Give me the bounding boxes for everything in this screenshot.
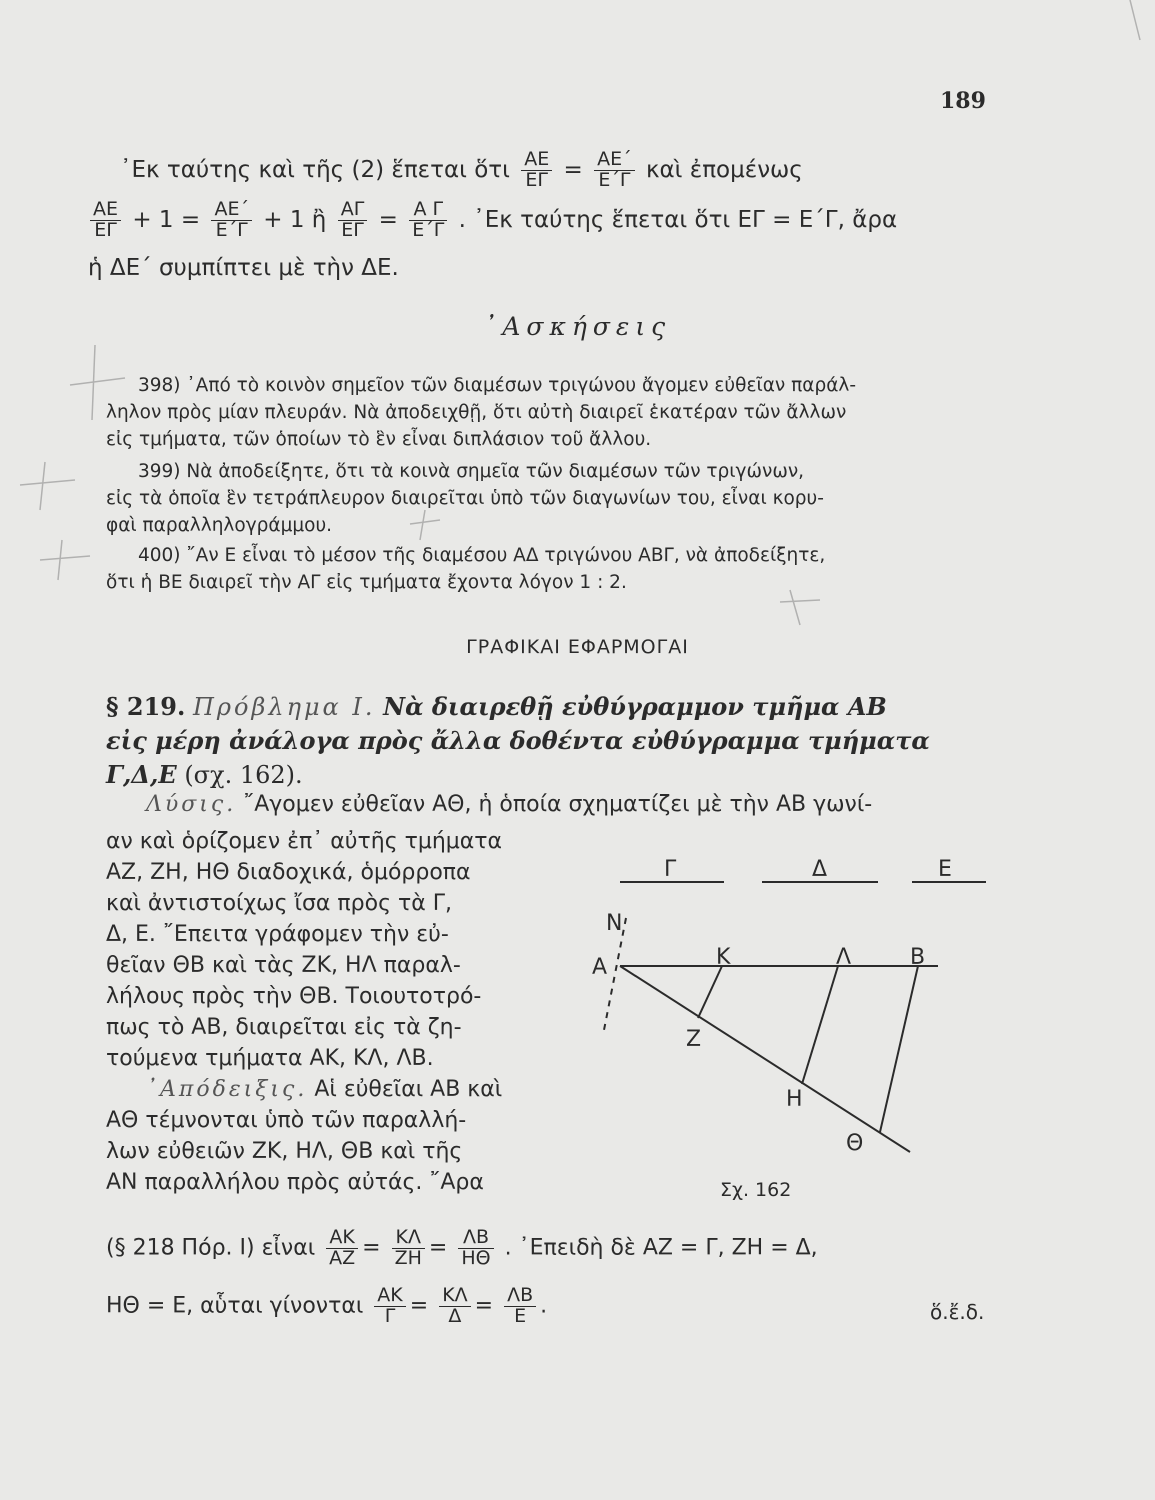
label-K: Κ <box>716 945 731 970</box>
ratio-line-2: ΗΘ = Ε, αὗται γίνονται $\frac{AK}{\Gamma}$ = $\frac{K\Lambda}{\Delta}$ = $\frac{\Lambda B}{E}$ . <box>106 1284 548 1327</box>
label-N: N <box>606 911 623 936</box>
intro-line-1: ᾿Εκ ταύτης καὶ τῆς (2) ἕπεται ὅτι $\frac{AE}{E\Gamma}$ = $\frac{AE΄}{E΄\Gamma}$ καὶ ἐπομένως <box>120 148 803 191</box>
ratio-line-1: (§ 218 Πόρ. Ι) εἶναι $\frac{AK}{AZ}$ = $\frac{K\Lambda}{ZH}$ = $\frac{\Lambda B}{H\Theta}$ . ᾿Επειδὴ δὲ ΑΖ = Γ, ΖΗ = Δ, <box>106 1226 818 1269</box>
exercise-398: 398) ᾿Από τὸ κοινὸν σημεῖον τῶν διαμέσων τριγώνου ἄγομεν εὐθεῖαν παράλ- ληλον πρὸς μίαν πλευράν. Νὰ ἀποδειχθῇ, ὅτι αὐτὴ διαιρεῖ ἑκατέραν τῶν ἄλλων εἰς τμήματα, τῶν ὁποίων τὸ ἓν εἶναι διπλάσιον τοῦ ἄλλου. <box>106 375 857 450</box>
proof-first-line: ᾿Απόδειξις. Αἱ εὐθεῖαι ΑΒ καὶ <box>146 1077 503 1102</box>
label-delta: Δ <box>812 857 828 882</box>
fraction: $\frac{\Lambda B}{H\Theta}$ <box>458 1228 493 1269</box>
solution-column: αν καὶ ὁρίζομεν ἐπ᾿ αὐτῆς τμήματα ΑΖ, ΖΗ, ΗΘ διαδοχικά, ὁμόρροπα καὶ ἀντιστοίχως ἴσα πρὸς τὰ Γ, Δ, Ε. ῎Επειτα γράφομεν τὴν εὐ- θεῖαν ΘΒ καὶ τὰς ΖΚ, ΗΛ παραλ- λήλους πρὸς τὴν ΘΒ. Τοιουτοτρό- πως τὸ ΑΒ, διαιρεῖται εἰς τὰ ζη- τούμενα τμήματα ΑΚ, ΚΛ, ΛΒ. ᾿Απόδειξις. Αἱ εὐθεῖαι ΑΒ καὶ ΑΘ τέμνονται ὑπὸ τῶν παραλλή- λων εὐθειῶν ΖΚ, ΗΛ, ΘΒ καὶ τῆς ΑΝ παραλλήλου πρὸς αὐτάς. ῎Αρα <box>106 826 561 1198</box>
label-Z: Ζ <box>686 1027 702 1052</box>
fraction: $\frac{AK}{AZ}$ <box>326 1228 358 1269</box>
label-epsilon: Ε <box>938 857 952 882</box>
label-theta: Θ <box>846 1131 864 1156</box>
label-H: Η <box>786 1087 803 1112</box>
section-title: ΓΡΑΦΙΚΑΙ ΕΦΑΡΜΟΓΑΙ <box>466 636 689 658</box>
fraction: $\frac{AE}{E\Gamma}$ <box>521 150 552 191</box>
fraction: $\frac{\text{Α Γ}}{E΄\Gamma}$ <box>409 200 447 241</box>
label-L: Λ <box>836 945 852 970</box>
exercises-heading: ᾿Ασκήσεις <box>483 312 672 341</box>
qed: ὅ.ἔ.δ. <box>930 1300 985 1324</box>
intro-line-2: $\frac{AE}{E\Gamma}$ + 1 = $\frac{AE΄}{E΄\Gamma}$ + 1 ἢ $\frac{A\Gamma}{E\Gamma}$ = $\frac{\text{Α Γ}}{E΄\Gamma}$ . ᾿Εκ ταύτης ἕπεται ὅτι ΕΓ = Ε΄Γ, ἄρα <box>86 200 897 241</box>
fraction: $\frac{K\Lambda}{ZH}$ <box>392 1228 425 1269</box>
figure-caption: Σχ. 162 <box>720 1179 792 1201</box>
intro-line-3: ἡ ΔΕ΄ συμπίπτει μὲ τὴν ΔΕ. <box>88 255 399 281</box>
fraction: $\frac{K\Lambda}{\Delta}$ <box>439 1286 470 1327</box>
solution-first-line: Λύσις. ῎Αγομεν εὐθεῖαν ΑΘ, ἡ ὁποία σχηματίζει μὲ τὴν ΑΒ γωνί- <box>146 792 873 817</box>
fraction: $\frac{AE΄}{E΄\Gamma}$ <box>594 150 635 191</box>
label-A: Α <box>592 955 608 980</box>
label-gamma: Γ <box>664 857 677 882</box>
fraction: $\frac{AE}{E\Gamma}$ <box>90 200 121 241</box>
page-number: 189 <box>940 88 986 114</box>
exercise-399: 399) Νὰ ἀποδείξητε, ὅτι τὰ κοινὰ σημεῖα τῶν διαμέσων τῶν τριγώνων, εἰς τὰ ὁποῖα ἓν τετράπλευρον διαιρεῖται ὑπὸ τῶν διαγωνίων του, εἶναι κορυ- φαὶ παραλληλογράμμου. <box>106 461 824 536</box>
fraction: $\frac{A\Gamma}{E\Gamma}$ <box>338 200 368 241</box>
problem-statement: § 219. Πρόβλημα Ι. Νὰ διαιρεθῇ εὐθύγραμμον τμῆμα ΑΒ εἰς μέρη ἀνάλογα πρὸς ἄλλα δοθέντα εὐθύγραμμα τμήματα Γ,Δ,Ε (σχ. 162). <box>106 692 930 789</box>
exercise-400: 400) ῎Αν Ε εἶναι τὸ μέσον τῆς διαμέσου ΑΔ τριγώνου ΑΒΓ, νὰ ἀποδείξητε, ὅτι ἡ ΒΕ διαιρεῖ τὴν ΑΓ εἰς τμήματα ἔχοντα λόγον 1 : 2. <box>106 545 826 593</box>
fraction: $\frac{AK}{\Gamma}$ <box>374 1286 405 1327</box>
fraction: $\frac{\Lambda B}{E}$ <box>504 1286 536 1327</box>
fraction: $\frac{AE΄}{E΄\Gamma}$ <box>211 200 252 241</box>
label-B: Β <box>910 945 926 970</box>
